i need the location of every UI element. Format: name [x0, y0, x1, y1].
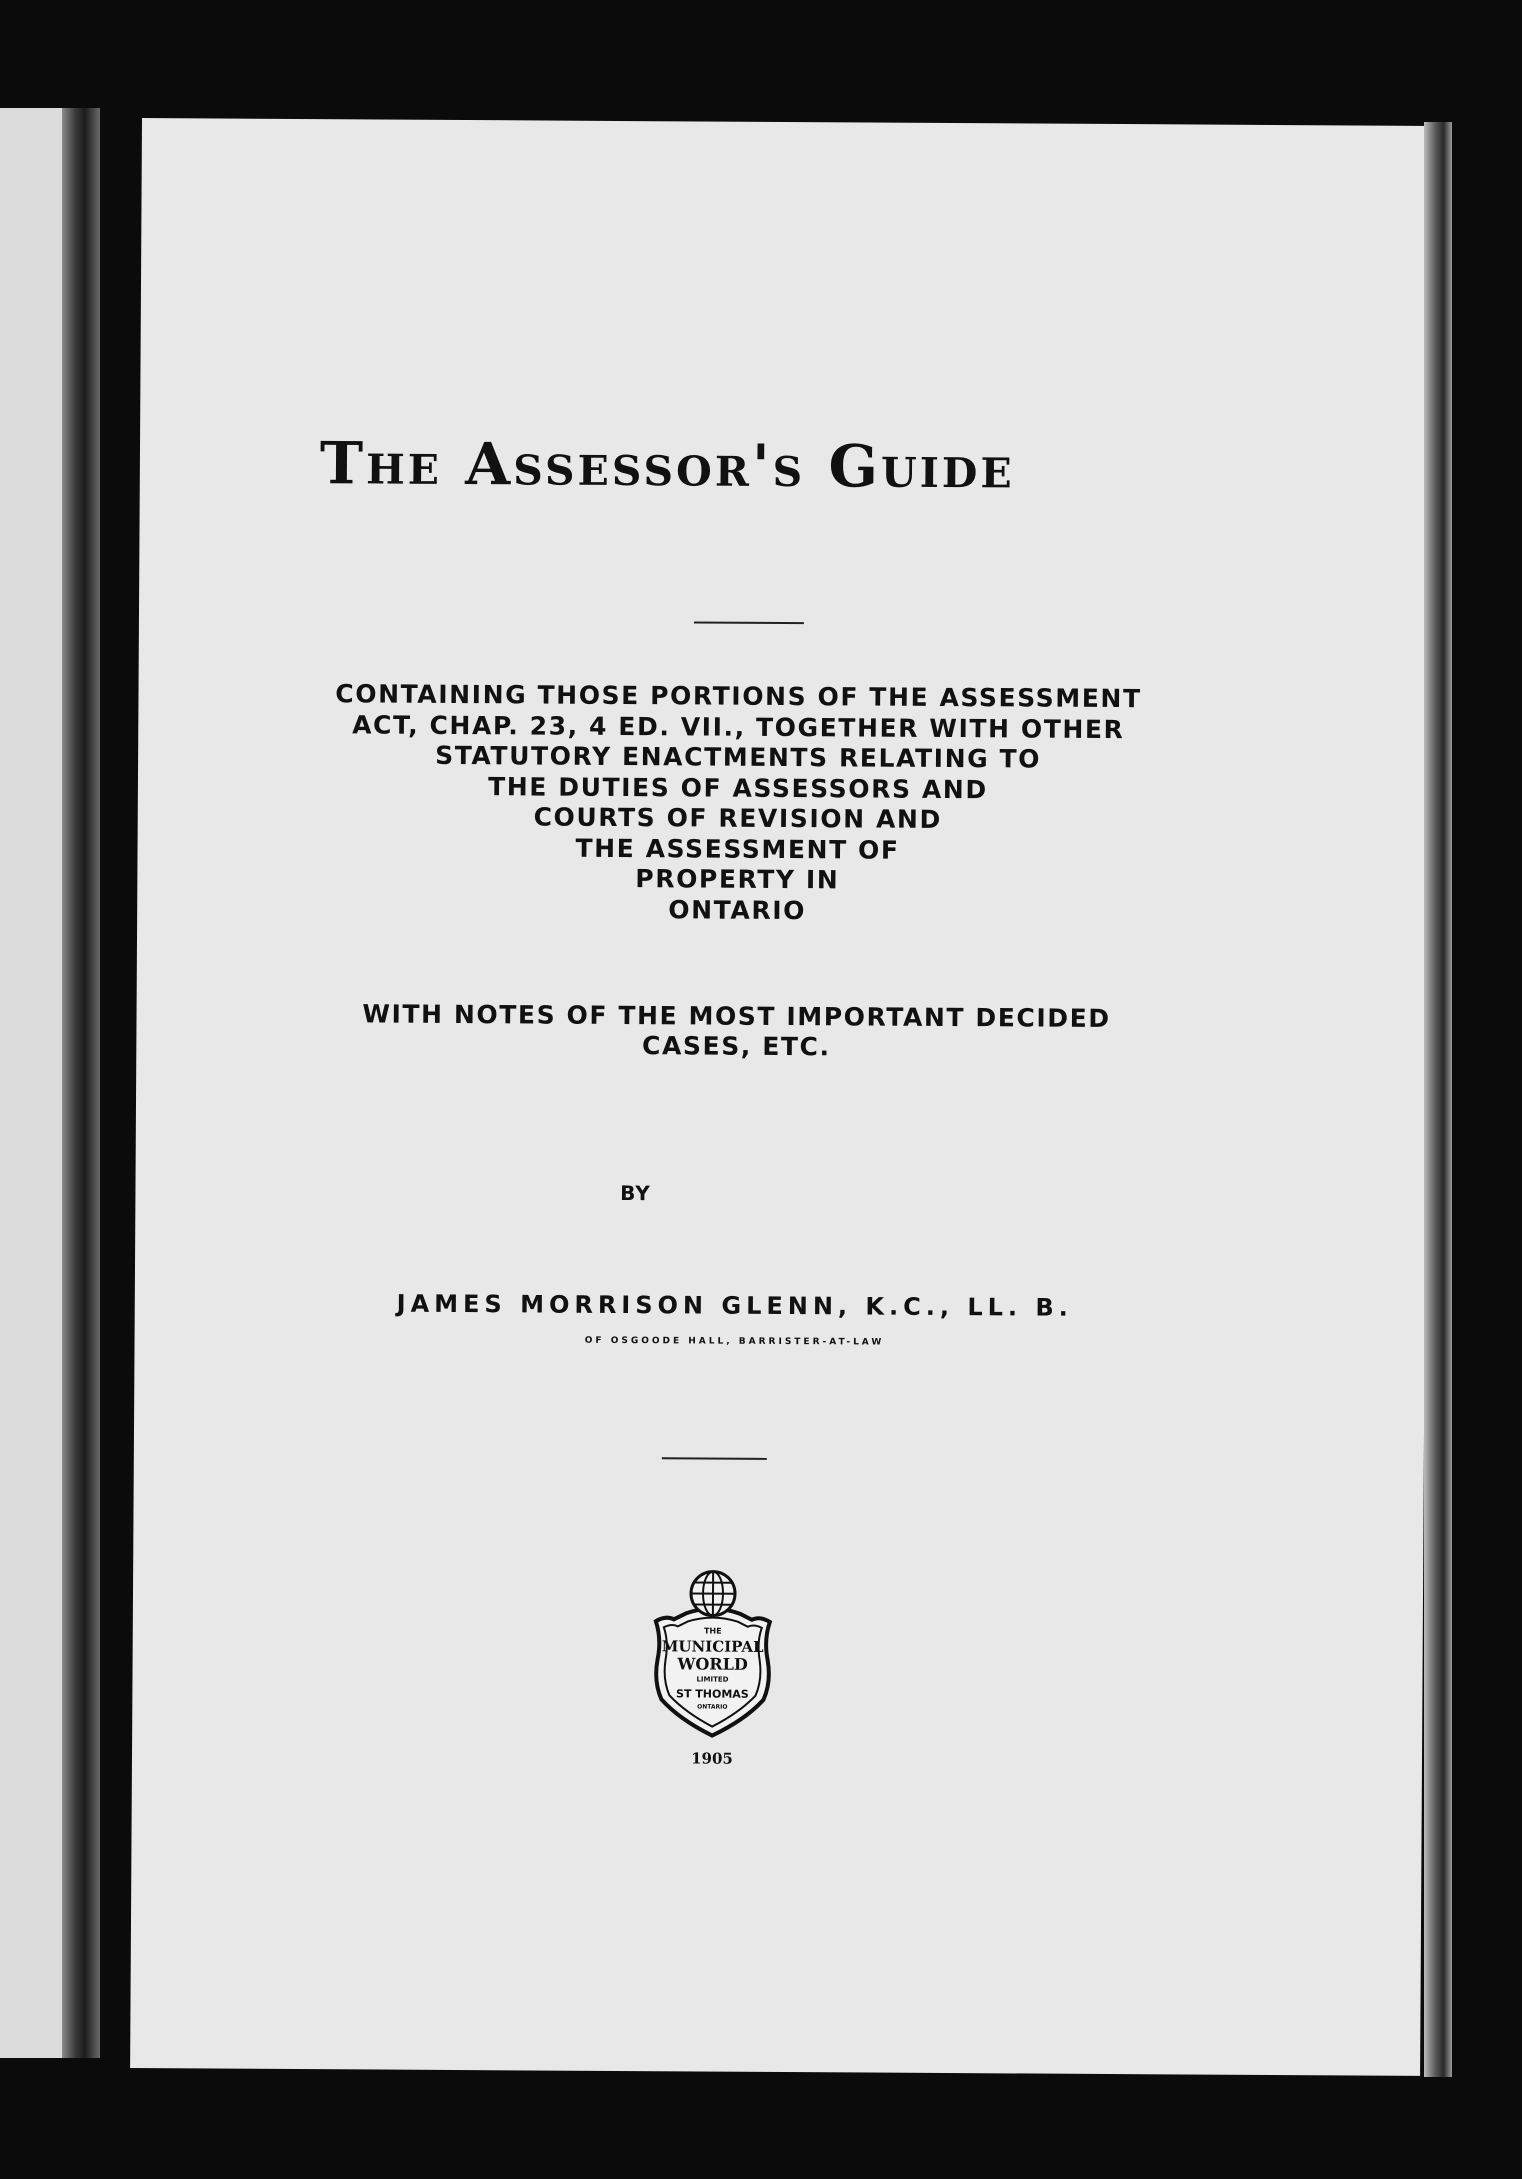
emblem-text-the: THE: [703, 1626, 722, 1636]
emblem-text-st-thomas: ST THOMAS: [676, 1687, 749, 1701]
title-page-content: [142, 118, 1432, 1768]
emblem-text-world: WORLD: [677, 1654, 748, 1674]
author-affiliation: OF OSGOODE HALL, BARRISTER-AT-LAW: [584, 1335, 885, 1348]
subtitle-notes: WITH NOTES OF THE MOST IMPORTANT DECIDED CASES, ETC.: [362, 999, 1111, 1062]
divider-rule: [662, 1457, 767, 1460]
emblem-text-ontario: ONTARIO: [697, 1703, 728, 1711]
book-title: The Assessor's Guide: [319, 429, 1015, 502]
author-name: JAMES MORRISON GLENN, K.C., LL. B.: [396, 1289, 1073, 1322]
publisher-emblem: [645, 1569, 780, 1740]
by-line: BY: [620, 1181, 651, 1206]
emblem-text-limited: LIMITED: [696, 1675, 729, 1684]
title-page: [130, 118, 1432, 2076]
publication-year: 1905: [691, 1749, 733, 1768]
page-edge-shadow: [1424, 122, 1452, 2077]
emblem-text-municipal: MUNICIPAL: [661, 1637, 764, 1656]
subtitle-description: CONTAINING THOSE PORTIONS OF THE ASSESSMENT ACT, CHAP. 23, 4 ED. VII., TOGETHER WITH OTHER STATUTORY ENACTMENTS RELATING TO THE DUTIES OF ASSESSORS AND COURTS OF REVISION AND THE ASSESSMENT OF PROPERTY IN ONTARIO: [335, 679, 1142, 925]
book-spine-edge: [62, 108, 100, 2058]
divider-rule: [694, 621, 804, 624]
